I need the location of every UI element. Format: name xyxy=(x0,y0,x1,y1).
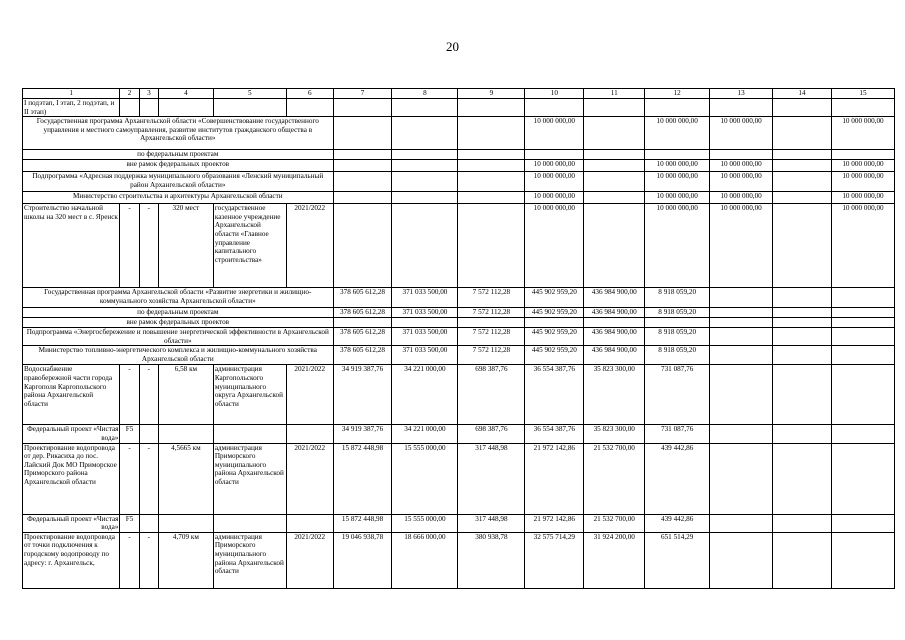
table-row xyxy=(23,150,895,160)
column-number-row xyxy=(23,89,895,99)
table-cell: 371 033 500,00 xyxy=(392,288,458,308)
table-cell: 10 000 000,00 xyxy=(525,204,584,288)
table-cell: 35 823 300,00 xyxy=(584,425,645,443)
table-cell: 10 000 000,00 xyxy=(831,204,894,288)
table-cell: 10 000 000,00 xyxy=(831,160,894,172)
table-cell: 15 555 000,00 xyxy=(392,443,458,514)
table-cell: 10 000 000,00 xyxy=(645,204,710,288)
table-cell: - xyxy=(120,204,139,288)
table-cell: 7 572 112,28 xyxy=(458,308,525,318)
table-cell: - xyxy=(139,365,158,425)
column-header: 13 xyxy=(710,89,773,99)
column-header: 7 xyxy=(333,89,392,99)
table-cell: 21 972 142,86 xyxy=(525,514,584,532)
table-cell: 378 605 612,28 xyxy=(333,328,392,346)
table-cell: 10 000 000,00 xyxy=(525,160,584,172)
period-cell: 2021/2022 xyxy=(286,443,333,514)
customer-cell: государственное казенное учреждение Архангельской области «Главное управление капитального строительства» xyxy=(213,204,286,288)
table-row xyxy=(23,99,895,117)
period-cell: 2021/2022 xyxy=(286,365,333,425)
table-cell: 10 000 000,00 xyxy=(710,204,773,288)
table-cell: - xyxy=(139,443,158,514)
page-number: 20 xyxy=(446,39,459,54)
table-cell: F5 xyxy=(120,514,139,532)
table-cell: 731 087,76 xyxy=(645,365,710,425)
column-header: 3 xyxy=(139,89,158,99)
table-cell: 32 575 714,29 xyxy=(525,532,584,588)
capacity-cell: 4,5665 км xyxy=(159,443,214,514)
object-name: Проектирование водопровода от дер. Рикасиха до пос. Лайский Док МО Приморское Приморского района Архангельской области xyxy=(23,443,120,514)
subprogram-title: Подпрограмма «Адресная поддержка муниципального образования «Ленский муниципальный район Архангельской области» xyxy=(23,172,334,192)
table-cell: 10 000 000,00 xyxy=(710,117,773,150)
table-cell: 10 000 000,00 xyxy=(831,172,894,192)
table-row xyxy=(23,514,895,532)
customer-cell: администрация Приморского муниципального района Архангельской области xyxy=(213,443,286,514)
table-row xyxy=(23,328,895,346)
object-name: Строительство начальной школы на 320 мест в с. Яренск xyxy=(23,204,120,288)
period-cell: 2021/2022 xyxy=(286,204,333,288)
column-header: 15 xyxy=(831,89,894,99)
table-cell: 10 000 000,00 xyxy=(645,117,710,150)
column-header: 14 xyxy=(773,89,832,99)
table-cell: 371 033 500,00 xyxy=(392,346,458,365)
table-cell: 651 514,29 xyxy=(645,532,710,588)
table-cell: 18 666 000,00 xyxy=(392,532,458,588)
table-row xyxy=(23,288,895,308)
column-header: 2 xyxy=(120,89,139,99)
subprogram-title: Подпрограмма «Энергосбережение и повышение энергетической эффективности в Архангельской области» xyxy=(23,328,334,346)
table-cell: 36 554 387,76 xyxy=(525,365,584,425)
table-row xyxy=(23,425,895,443)
table-cell: 31 924 200,00 xyxy=(584,532,645,588)
table-cell: 436 984 900,00 xyxy=(584,308,645,318)
table-cell: 317 448,98 xyxy=(458,514,525,532)
program-title: Государственная программа Архангельской области «Развитие энергетики и жилищно-коммунального хозяйства Архангельской области» xyxy=(23,288,334,308)
table-cell: 8 918 059,20 xyxy=(645,308,710,318)
table-cell: 34 221 000,00 xyxy=(392,365,458,425)
object-name: Водоснабжение правобережной части города Каргополя Каргопольского района Архангельской области xyxy=(23,365,120,425)
column-header: 11 xyxy=(584,89,645,99)
table-cell: 371 033 500,00 xyxy=(392,308,458,318)
table-cell: 439 442,86 xyxy=(645,514,710,532)
object-name: Федеральный проект «Чистая вода» xyxy=(23,514,120,532)
column-header: 9 xyxy=(458,89,525,99)
table-cell: - xyxy=(120,443,139,514)
table-cell: 317 448,98 xyxy=(458,443,525,514)
column-header: 6 xyxy=(286,89,333,99)
table-cell: 10 000 000,00 xyxy=(645,172,710,192)
budget-table xyxy=(22,88,895,589)
table-cell: - xyxy=(139,532,158,588)
capacity-cell: 4,709 км xyxy=(159,532,214,588)
ministry-title: Министерство топливно-энергетического комплекса и жилищно-коммунального хозяйства Архангельской области xyxy=(23,346,334,365)
table-cell: 439 442,86 xyxy=(645,443,710,514)
column-header: 1 xyxy=(23,89,120,99)
object-name: Проектирование водопровода от точки подключения к городскому водопроводу по адресу: г. Архангельск, xyxy=(23,532,120,588)
table-cell: 378 605 612,28 xyxy=(333,308,392,318)
table-cell: 15 555 000,00 xyxy=(392,514,458,532)
table-cell: 21 532 700,00 xyxy=(584,514,645,532)
column-header: 10 xyxy=(525,89,584,99)
table-row xyxy=(23,204,895,288)
column-header: 8 xyxy=(392,89,458,99)
table-row xyxy=(23,117,895,150)
table-cell: I подэтап, I этап, 2 подэтап, и II этап) xyxy=(23,99,120,117)
row-label: вне рамок федеральных проектов xyxy=(23,160,334,172)
capacity-cell: 320 мест xyxy=(159,204,214,288)
column-header: 5 xyxy=(213,89,286,99)
table-cell: 15 872 448,98 xyxy=(333,514,392,532)
table-cell: F5 xyxy=(120,425,139,443)
table-cell: 10 000 000,00 xyxy=(645,160,710,172)
table-cell: 7 572 112,28 xyxy=(458,288,525,308)
table-cell: 380 938,78 xyxy=(458,532,525,588)
table-cell: 378 605 612,28 xyxy=(333,288,392,308)
table-cell: 371 033 500,00 xyxy=(392,328,458,346)
table-cell: 445 902 959,20 xyxy=(525,328,584,346)
table-cell: 378 605 612,28 xyxy=(333,346,392,365)
customer-cell: администрация Приморского муниципального района Архангельской области xyxy=(213,532,286,588)
row-label: по федеральным проектам xyxy=(23,308,334,318)
table-cell: 10 000 000,00 xyxy=(525,192,584,204)
table-cell: 445 902 959,20 xyxy=(525,346,584,365)
table-cell: 10 000 000,00 xyxy=(831,192,894,204)
table-cell: 10 000 000,00 xyxy=(710,172,773,192)
capacity-cell: 6,58 км xyxy=(159,365,214,425)
table-cell: 445 902 959,20 xyxy=(525,288,584,308)
table-row xyxy=(23,346,895,365)
table-cell: 436 984 900,00 xyxy=(584,288,645,308)
table-cell: 698 387,76 xyxy=(458,425,525,443)
row-label: по федеральным проектам xyxy=(23,150,334,160)
table-cell: 731 087,76 xyxy=(645,425,710,443)
table-cell: 10 000 000,00 xyxy=(645,192,710,204)
table-cell: 34 919 387,76 xyxy=(333,365,392,425)
table-cell: 35 823 300,00 xyxy=(584,365,645,425)
table-row xyxy=(23,160,895,172)
table-cell: 10 000 000,00 xyxy=(525,172,584,192)
table-row xyxy=(23,318,895,328)
table-row xyxy=(23,172,895,192)
column-header: 4 xyxy=(159,89,214,99)
table-cell: 436 984 900,00 xyxy=(584,346,645,365)
table-cell: 10 000 000,00 xyxy=(831,117,894,150)
table-cell: 445 902 959,20 xyxy=(525,308,584,318)
table-cell: 436 984 900,00 xyxy=(584,328,645,346)
table-cell: 34 919 387,76 xyxy=(333,425,392,443)
ministry-title: Министерство строительства и архитектуры Архангельской области xyxy=(23,192,334,204)
table-cell: 10 000 000,00 xyxy=(710,160,773,172)
table-row xyxy=(23,532,895,588)
table-cell: - xyxy=(120,532,139,588)
table-cell: 10 000 000,00 xyxy=(525,117,584,150)
table-cell: 698 387,76 xyxy=(458,365,525,425)
table-row xyxy=(23,365,895,425)
row-label: вне рамок федеральных проектов xyxy=(23,318,334,328)
program-title: Государственная программа Архангельской области «Совершенствование государственного управления и местного самоуправления, развитие институтов гражданского общества в Архангельской области» xyxy=(23,117,334,150)
period-cell: 2021/2022 xyxy=(286,532,333,588)
customer-cell: администрация Каргопольского муниципального округа Архангельской области xyxy=(213,365,286,425)
table-cell: 36 554 387,76 xyxy=(525,425,584,443)
object-name: Федеральный проект «Чистая вода» xyxy=(23,425,120,443)
table-cell: 15 872 448,98 xyxy=(333,443,392,514)
column-header: 12 xyxy=(645,89,710,99)
table-cell: 21 532 700,00 xyxy=(584,443,645,514)
table-row xyxy=(23,308,895,318)
table-cell: 8 918 059,20 xyxy=(645,346,710,365)
table-cell: - xyxy=(139,204,158,288)
table-cell: 19 046 938,78 xyxy=(333,532,392,588)
table-cell: 7 572 112,28 xyxy=(458,328,525,346)
table-cell: - xyxy=(120,365,139,425)
table-cell: 7 572 112,28 xyxy=(458,346,525,365)
table-cell: 34 221 000,00 xyxy=(392,425,458,443)
table-cell: 21 972 142,86 xyxy=(525,443,584,514)
table-row xyxy=(23,443,895,514)
table-row xyxy=(23,192,895,204)
table-cell: 10 000 000,00 xyxy=(710,192,773,204)
table-cell: 8 918 059,20 xyxy=(645,288,710,308)
table-cell: 8 918 059,20 xyxy=(645,328,710,346)
